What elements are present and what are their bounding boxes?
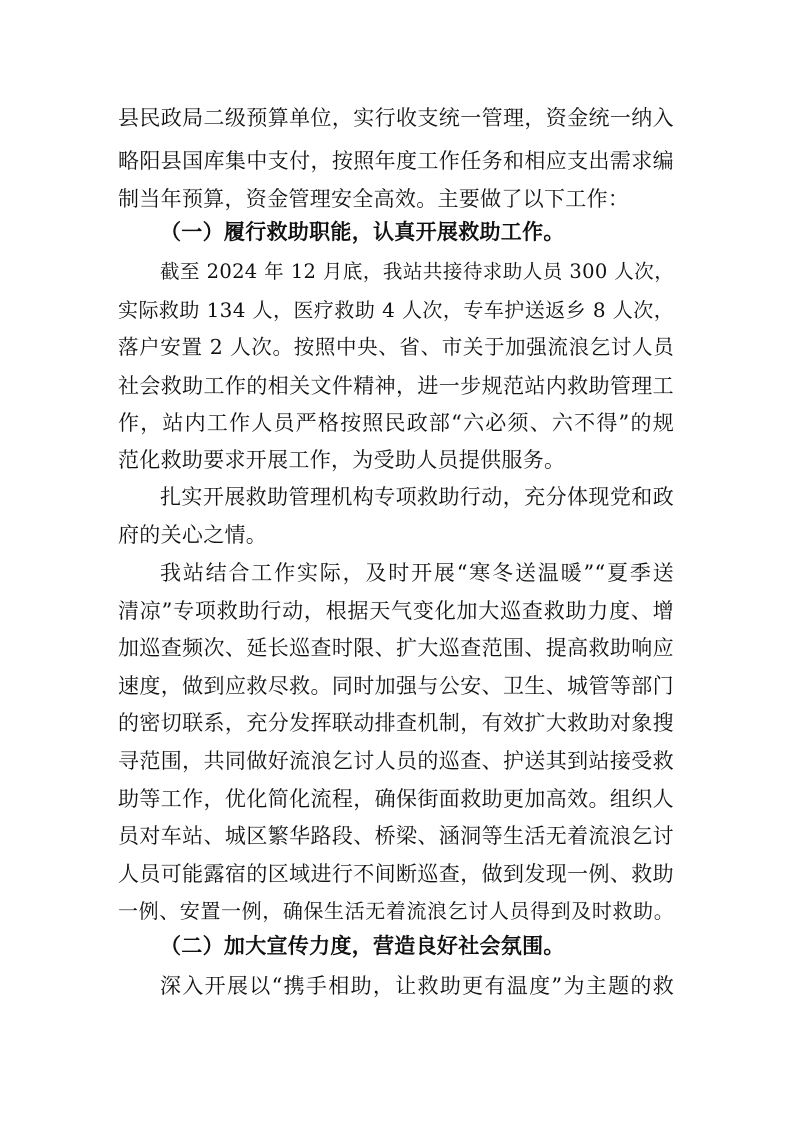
- paragraph-line: 员对车站、城区繁华路段、桥梁、涵洞等生活无着流浪乞讨: [118, 824, 674, 848]
- paragraph-line: 清凉”专项救助行动，根据天气变化加大巡查救助力度、增: [118, 599, 674, 623]
- paragraph-line: 扎实开展救助管理机构专项救助行动，充分体现党和政: [160, 485, 674, 509]
- paragraph-line: 府的关心之情。: [118, 523, 268, 547]
- paragraph-line: 略阳县国库集中支付，按照年度工作任务和相应支出需求编: [118, 149, 674, 173]
- section-heading-1: （一）履行救助职能，认真开展救助工作。: [160, 220, 565, 244]
- paragraph-line: 作，站内工作人员严格按照民政部“六必须、六不得”的规: [118, 411, 674, 435]
- paragraph-line: 我站结合工作实际，及时开展“寒冬送温暖”“夏季送: [160, 561, 674, 585]
- paragraph-line: 助等工作，优化简化流程，确保街面救助更加高效。组织人: [118, 787, 674, 811]
- paragraph-line: 的密切联系，充分发挥联动排查机制，有效扩大救助对象搜: [118, 711, 674, 735]
- paragraph-line: 制当年预算，资金管理安全高效。主要做了以下工作：: [118, 187, 630, 211]
- paragraph-line: 人员可能露宿的区域进行不间断巡查，做到发现一例、救助: [118, 862, 674, 886]
- paragraph-line: 县民政局二级预算单位，实行收支统一管理，资金统一纳入: [118, 106, 674, 130]
- section-heading-2: （二）加大宣传力度，营造良好社会氛围。: [160, 934, 565, 958]
- paragraph-line: 范化救助要求开展工作，为受助人员提供服务。: [118, 448, 566, 472]
- paragraph-line: 一例、安置一例，确保生活无着流浪乞讨人员得到及时救助。: [118, 899, 674, 923]
- paragraph-line: 加巡查频次、延长巡查时限、扩大巡查范围、提高救助响应: [118, 636, 674, 660]
- paragraph-line: 深入开展以“携手相助，让救助更有温度”为主题的救: [160, 974, 674, 998]
- paragraph-line: 实际救助 134 人，医疗救助 4 人次，专车护送返乡 8 人次，: [118, 298, 674, 322]
- paragraph-line: 社会救助工作的相关文件精神，进一步规范站内救助管理工: [118, 374, 674, 398]
- paragraph-line: 寻范围，共同做好流浪乞讨人员的巡查、护送其到站接受救: [118, 749, 674, 773]
- paragraph-line: 落户安置 2 人次。按照中央、省、市关于加强流浪乞讨人员: [118, 335, 674, 359]
- paragraph-line: 截至 2024 年 12 月底，我站共接待求助人员 300 人次，: [160, 260, 674, 283]
- paragraph-line: 速度，做到应救尽救。同时加强与公安、卫生、城管等部门: [118, 674, 674, 698]
